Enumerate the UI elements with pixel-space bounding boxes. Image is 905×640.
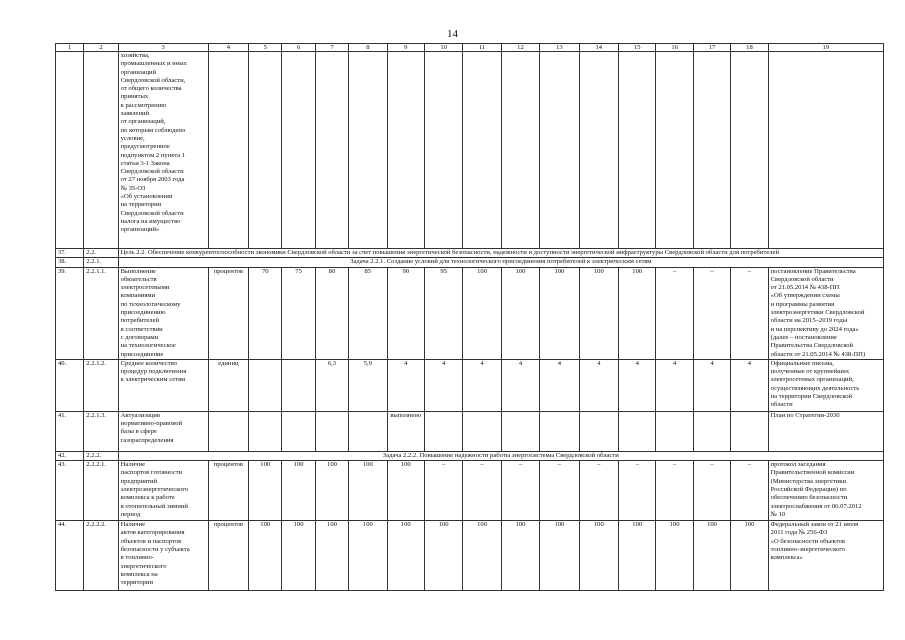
value-cell: 100	[656, 521, 693, 591]
value-cell: 100	[387, 461, 424, 521]
value-cell	[693, 411, 730, 451]
row-number: 42.	[56, 451, 84, 460]
row-code: 2.2.	[84, 249, 118, 258]
col-header: 8	[349, 44, 387, 52]
value-cell: –	[731, 267, 768, 359]
row-number: 37.	[56, 249, 84, 258]
value-cell: 4	[540, 359, 579, 411]
value-cell: –	[656, 267, 693, 359]
value-cell: выполнено	[387, 411, 424, 451]
value-cell: –	[731, 461, 768, 521]
col-header: 7	[315, 44, 348, 52]
row-code: 2.2.2.2.	[84, 521, 118, 591]
value-cell: 100	[315, 461, 348, 521]
col-header: 1	[56, 44, 84, 52]
value-cell: –	[501, 461, 539, 521]
table-row	[56, 411, 884, 451]
value-cell: 100	[619, 267, 656, 359]
value-cell: 4	[501, 359, 539, 411]
unit: процентов	[208, 267, 248, 359]
value-cell	[501, 411, 539, 451]
value-cell	[619, 411, 656, 451]
value-cell	[579, 411, 618, 451]
value-cell	[282, 411, 315, 451]
value-cell: 4	[579, 359, 618, 411]
row-number: 39.	[56, 267, 84, 359]
value-cell: –	[619, 461, 656, 521]
table-row	[56, 52, 884, 249]
row-number: 41.	[56, 411, 84, 451]
col-header: 16	[656, 44, 693, 52]
table-row	[56, 359, 884, 411]
row-code: 2.2.1.2.	[84, 359, 118, 411]
value-cell: 100	[349, 461, 387, 521]
value-cell	[282, 359, 315, 411]
value-cell	[315, 411, 348, 451]
indicator-name: Выполнение обязательств электросетевыми компаниями по технологическому присоединению потребителей в соответствии с договорами на технологическое присоединение	[118, 267, 208, 359]
row-number: 38.	[56, 258, 84, 267]
unit: процентов	[208, 521, 248, 591]
table-row	[56, 521, 884, 591]
row-code: 2.2.2.	[84, 451, 118, 460]
col-header: 5	[249, 44, 282, 52]
value-cell	[249, 411, 282, 451]
indicator-name: Наличие актов категорирования объектов и паспортов безопасности у субъекта в топливно- энергетического комплекса на территории	[118, 521, 208, 591]
value-cell: –	[656, 461, 693, 521]
row-code: 2.2.1.3.	[84, 411, 118, 451]
value-cell: 100	[249, 521, 282, 591]
value-cell: 100	[282, 461, 315, 521]
value-cell: 100	[349, 521, 387, 591]
value-cell	[463, 411, 501, 451]
value-cell: 4	[424, 359, 462, 411]
table-row	[56, 267, 884, 359]
value-cell	[249, 359, 282, 411]
value-cell: 4	[463, 359, 501, 411]
col-header: 9	[387, 44, 424, 52]
value-cell: 5,9	[349, 359, 387, 411]
col-header: 17	[693, 44, 730, 52]
goal-text: Цель 2.2. Обеспечение конкурентоспособности экономики Свердловской области за счет повышения энергетической безопасности, надежности и доступности энергетической инфраструктуры Свердловской области для потребителей	[118, 249, 883, 258]
value-cell: 90	[387, 267, 424, 359]
value-cell: 85	[349, 267, 387, 359]
value-cell	[656, 411, 693, 451]
indicator-name: Среднее количество процедур подключения к электрическим сетям	[118, 359, 208, 411]
value-cell	[731, 411, 768, 451]
task-row	[56, 258, 884, 267]
value-cell: 100	[619, 521, 656, 591]
task-row	[56, 451, 884, 460]
value-cell	[424, 411, 462, 451]
unit: процентов	[208, 461, 248, 521]
row-number: 44.	[56, 521, 84, 591]
col-header: 10	[424, 44, 462, 52]
value-cell: 4	[387, 359, 424, 411]
value-cell: –	[540, 461, 579, 521]
source-document: постановление Правительства Свердловской области от 21.05.2014 № 438-ПП «Об утверждении схемы и программы развития электроэнергетики Свердловской области на 2015–2019 годы и на перспективу до 2024 года» (далее – постановление Правительства Свердловской области от 21.05.2014 № 438-ПП)	[768, 267, 883, 359]
indicator-name-continued: хозяйства, промышленных и иных организаций Свердловской области, от общего количества принятых к рассмотрению заявлений от организаций, по которым соблюдено условие, предусмотренное подпунктом 2 пункта 1 статьи 3-1 Закона Свердловской области от 27 ноября 2003 года № 35-ОЗ «Об установлении на территории Свердловской области налога на имущество организаций»	[118, 52, 208, 249]
value-cell: 95	[424, 267, 462, 359]
col-header: 3	[118, 44, 208, 52]
indicators-table	[55, 43, 884, 591]
value-cell: –	[693, 461, 730, 521]
value-cell	[349, 411, 387, 451]
value-cell: 70	[249, 267, 282, 359]
col-header: 18	[731, 44, 768, 52]
value-cell: 100	[731, 521, 768, 591]
col-header: 13	[540, 44, 579, 52]
row-code: 2.2.1.1.	[84, 267, 118, 359]
value-cell: –	[693, 267, 730, 359]
unit	[208, 411, 248, 451]
task-text: Задача 2.2.1. Создание условий для технологического присоединения потребителей к электрическим сетям	[118, 258, 883, 267]
value-cell: 4	[731, 359, 768, 411]
source-document: Федеральный закон от 21 июля 2011 года № 256-ФЗ «О безопасности объектов топливно-энергетического комплекса»	[768, 521, 883, 591]
col-header: 15	[619, 44, 656, 52]
value-cell: 75	[282, 267, 315, 359]
value-cell: 100	[282, 521, 315, 591]
row-code: 2.2.1.	[84, 258, 118, 267]
value-cell: –	[463, 461, 501, 521]
value-cell: 100	[540, 267, 579, 359]
table-row	[56, 461, 884, 521]
value-cell: 100	[501, 521, 539, 591]
source-document: План по Стратегии-2030	[768, 411, 883, 451]
source-document: Официальные письма, полученные от крупнейших электросетевых организаций, осуществляющих деятельность на территории Свердловской области	[768, 359, 883, 411]
value-cell: 100	[579, 521, 618, 591]
value-cell: 100	[424, 521, 462, 591]
value-cell: 6,3	[315, 359, 348, 411]
value-cell: 100	[463, 267, 501, 359]
value-cell: 4	[656, 359, 693, 411]
task-text: Задача 2.2.2. Повышение надежности работы энергосистемы Свердловской области	[118, 451, 883, 460]
source-document: протокол заседания Правительственной комиссии (Министерства энергетики Российской Федерации) по обеспечению безопасности электроснабжения от 06.07.2012 № 10	[768, 461, 883, 521]
unit: единиц	[208, 359, 248, 411]
value-cell: 100	[463, 521, 501, 591]
value-cell: –	[579, 461, 618, 521]
value-cell: 100	[693, 521, 730, 591]
row-code: 2.2.2.1.	[84, 461, 118, 521]
value-cell: 100	[540, 521, 579, 591]
col-header: 19	[768, 44, 883, 52]
row-number: 40.	[56, 359, 84, 411]
indicator-name: Актуализация нормативно-правовой базы в сфере газораспределения	[118, 411, 208, 451]
col-header: 14	[579, 44, 618, 52]
value-cell: 80	[315, 267, 348, 359]
value-cell: 4	[619, 359, 656, 411]
goal-row	[56, 249, 884, 258]
indicator-name: Наличие паспортов готовности предприятий электроэнергетического комплекса к работе в отопительный зимний период	[118, 461, 208, 521]
col-header: 12	[501, 44, 539, 52]
col-header: 11	[463, 44, 501, 52]
value-cell: 4	[693, 359, 730, 411]
value-cell: –	[424, 461, 462, 521]
page-number: 14	[447, 28, 458, 40]
column-number-row	[56, 44, 884, 52]
col-header: 4	[208, 44, 248, 52]
row-number: 43.	[56, 461, 84, 521]
value-cell: 100	[315, 521, 348, 591]
value-cell: 100	[579, 267, 618, 359]
value-cell	[540, 411, 579, 451]
value-cell: 100	[387, 521, 424, 591]
col-header: 6	[282, 44, 315, 52]
value-cell: 100	[501, 267, 539, 359]
col-header: 2	[84, 44, 118, 52]
value-cell: 100	[249, 461, 282, 521]
